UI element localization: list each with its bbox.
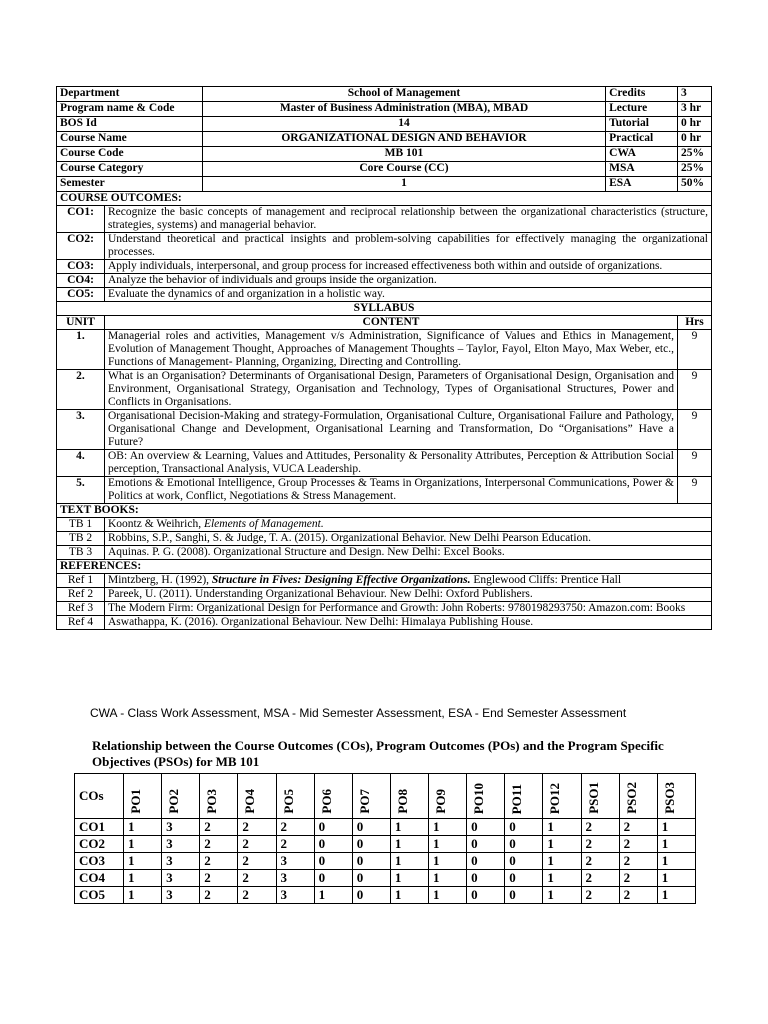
mapping-column-label: PO7 [356, 789, 372, 814]
mapping-value: 0 [314, 836, 352, 853]
mapping-co-label: CO3 [75, 853, 124, 870]
unit-hours: 9 [677, 370, 711, 410]
unit-hours: 9 [677, 330, 711, 370]
mapping-value: 1 [543, 819, 581, 836]
mapping-value: 1 [657, 853, 695, 870]
header-label: Program name & Code [57, 102, 203, 117]
mapping-value: 1 [657, 870, 695, 887]
mapping-column-header [352, 774, 390, 819]
header-value: Master of Business Administration (MBA), MBAD [202, 102, 605, 117]
mapping-column-label: PO3 [204, 789, 220, 814]
textbook-heading-row [57, 504, 712, 518]
unit-number: 2. [57, 370, 105, 410]
outcome-row [57, 260, 712, 274]
unit-content: OB: An overview & Learning, Values and Attitudes, Personality & Personality Attributes, Perception & Attribution Social perception, Transactional Analysis, VUCA Leadership. [104, 450, 677, 477]
unit-number: 1. [57, 330, 105, 370]
mapping-value: 3 [276, 870, 314, 887]
mapping-value: 1 [390, 853, 428, 870]
citation-tail: Englewood Cliffs: Prentice Hall [470, 574, 622, 586]
mapping-column-header [390, 774, 428, 819]
header-row [57, 147, 712, 162]
header-label: Semester [57, 177, 203, 192]
unit-hours: 9 [677, 450, 711, 477]
mapping-value: 0 [352, 870, 390, 887]
mapping-value: 1 [429, 819, 467, 836]
header-value: ORGANIZATIONAL DESIGN AND BEHAVIOR [202, 132, 605, 147]
mapping-value: 2 [619, 870, 657, 887]
mapping-column-header [200, 774, 238, 819]
mapping-value: 1 [429, 836, 467, 853]
mapping-column-label: PO9 [433, 789, 448, 814]
outcome-row [57, 233, 712, 260]
relationship-title: Relationship between the Course Outcomes (COs), Program Outcomes (POs) and the Program Specific Objectives (PSOs) for MB 101 [92, 738, 664, 769]
mapping-column-header [543, 774, 581, 819]
mapping-co-label: CO1 [75, 819, 124, 836]
mapping-value: 2 [200, 853, 238, 870]
unit-hours: 9 [677, 410, 711, 450]
header-row [57, 87, 712, 102]
mapping-value: 3 [162, 870, 200, 887]
mapping-value: 0 [467, 853, 505, 870]
outcome-text: Recognize the basic concepts of management and reciprocal relationship between the organizational characteristics (structure, strategies, systems) and managerial behavior. [104, 206, 711, 233]
citation-emphasis: Structure in Fives: Designing Effective Organizations. [211, 574, 471, 586]
reference-code: Ref 3 [57, 602, 105, 616]
mapping-value: 0 [467, 819, 505, 836]
mapping-value: 2 [200, 836, 238, 853]
course-table [56, 86, 712, 630]
mapping-co-label: CO4 [75, 870, 124, 887]
mapping-value: 3 [276, 887, 314, 904]
textbook-row [57, 518, 712, 532]
unit-content: What is an Organisation? Determinants of Organisational Design, Parameters of Organisational Design, Organisation and Environment, Organisational Strategy, Organisation and Technology, Types of Organisational Structures, Power and Conflicts in Organisations. [104, 370, 677, 410]
syllabus-heading-row [57, 302, 712, 316]
mapping-value: 1 [429, 887, 467, 904]
syllabus-column-row [57, 316, 712, 330]
mapping-value: 2 [581, 870, 619, 887]
mapping-value: 2 [581, 836, 619, 853]
mapping-column-header [467, 774, 505, 819]
header-meta-value: 0 hr [677, 117, 711, 132]
mapping-value: 0 [314, 819, 352, 836]
mapping-column-label: PO1 [128, 789, 143, 814]
mapping-column-header [429, 774, 467, 819]
unit-content: Managerial roles and activities, Management v/s Administration, Significance of Values and Ethics in Management, Evolution of Management Thought, Approaches of Management Thoughts – Taylor, Fayol, Elton Mayo, Max Weber, etc., Functions of Management- Planning, Organizing, Directing and Controlling. [104, 330, 677, 370]
mapping-column-header [162, 774, 200, 819]
mapping-value: 1 [429, 853, 467, 870]
mapping-value: 0 [352, 853, 390, 870]
mapping-value: 2 [619, 887, 657, 904]
mapping-row [75, 853, 696, 870]
mapping-value: 2 [619, 836, 657, 853]
course-table-body [57, 87, 712, 630]
mapping-value: 0 [314, 853, 352, 870]
mapping-value: 2 [238, 836, 276, 853]
header-row [57, 117, 712, 132]
mapping-value: 0 [352, 887, 390, 904]
mapping-value: 2 [238, 887, 276, 904]
mapping-value: 2 [581, 819, 619, 836]
citation-text: Pareek, U. (2011). Understanding Organizational Behaviour. New Delhi: Oxford Publishers. [107, 588, 533, 600]
header-value: 1 [202, 177, 605, 192]
hrs-column-header: Hrs [677, 316, 711, 330]
mapping-value: 1 [390, 836, 428, 853]
reference-code: Ref 1 [57, 574, 105, 588]
mapping-value: 2 [200, 870, 238, 887]
mapping-table-body [75, 774, 696, 904]
textbook-text [104, 532, 711, 546]
header-meta-value: 25% [677, 147, 711, 162]
header-meta-value: 0 hr [677, 132, 711, 147]
header-label: BOS Id [57, 117, 203, 132]
mapping-column-label: PSO2 [623, 782, 639, 814]
mapping-value: 1 [124, 870, 162, 887]
mapping-value: 2 [619, 819, 657, 836]
reference-row [57, 574, 712, 588]
mapping-column-label: PO12 [547, 782, 563, 814]
citation-text: Aswathappa, K. (2016). Organizational Behaviour. New Delhi: Himalaya Publishing House. [107, 616, 534, 628]
textbook-row [57, 546, 712, 560]
reference-row [57, 616, 712, 630]
reference-text [104, 588, 711, 602]
outcome-code: CO4: [57, 274, 105, 288]
textbook-text [104, 546, 711, 560]
citation-text: Mintzberg, H. (1992), [107, 574, 212, 586]
mapping-value: 3 [276, 853, 314, 870]
syllabus-unit-row [57, 410, 712, 450]
outcome-text: Evaluate the dynamics of and organization in a holistic way. [104, 288, 711, 302]
unit-content: Emotions & Emotional Intelligence, Group Processes & Teams in Organizations, Interpersonal Communications, Power & Politics at work, Conflict, Negotiations & Stress Management. [104, 477, 677, 504]
mapping-corner: COs [75, 774, 124, 819]
mapping-value: 2 [276, 819, 314, 836]
reference-code: Ref 2 [57, 588, 105, 602]
syllabus-unit-row [57, 330, 712, 370]
mapping-value: 1 [314, 887, 352, 904]
mapping-value: 2 [238, 870, 276, 887]
mapping-value: 0 [505, 853, 543, 870]
mapping-value: 2 [581, 887, 619, 904]
header-label: Department [57, 87, 203, 102]
citation-text: The Modern Firm: Organizational Design for Performance and Growth: John Roberts: 9780198293750: Amazon.com: Books [107, 602, 686, 614]
mapping-value: 2 [276, 836, 314, 853]
mapping-row [75, 836, 696, 853]
header-row [57, 177, 712, 192]
unit-content: Organisational Decision-Making and strategy-Formulation, Organisational Culture, Organisational Failure and Pathology, Organisational Change and Development, Organisational Learning and Transformation, Do “Organisations” Have a Future? [104, 410, 677, 450]
header-value: Core Course (CC) [202, 162, 605, 177]
mapping-value: 1 [390, 870, 428, 887]
header-meta-label: MSA [606, 162, 678, 177]
textbook-code: TB 3 [57, 546, 105, 560]
outcome-code: CO3: [57, 260, 105, 274]
textbook-row [57, 532, 712, 546]
reference-text [104, 602, 711, 616]
mapping-value: 2 [238, 819, 276, 836]
unit-number: 5. [57, 477, 105, 504]
reference-code: Ref 4 [57, 616, 105, 630]
header-meta-label: Lecture [606, 102, 678, 117]
outcome-row [57, 274, 712, 288]
co-po-mapping-table [74, 773, 696, 904]
mapping-value: 3 [162, 853, 200, 870]
mapping-value: 3 [162, 836, 200, 853]
mapping-value: 1 [543, 870, 581, 887]
unit-hours: 9 [677, 477, 711, 504]
textbook-heading: TEXT BOOKS: [57, 504, 712, 518]
outcome-code: CO1: [57, 206, 105, 233]
mapping-column-label: PO8 [394, 789, 410, 814]
outcome-text: Analyze the behavior of individuals and groups inside the organization. [104, 274, 711, 288]
header-meta-label: CWA [606, 147, 678, 162]
header-row [57, 162, 712, 177]
outcome-row [57, 288, 712, 302]
mapping-column-label: PO4 [242, 789, 258, 814]
mapping-column-label: PSO3 [661, 782, 677, 814]
outcome-text: Apply individuals, interpersonal, and group process for increased effectiveness both within and outside of organizations. [104, 260, 711, 274]
header-value: School of Management [202, 87, 605, 102]
mapping-value: 3 [162, 819, 200, 836]
mapping-value: 1 [543, 887, 581, 904]
header-row [57, 132, 712, 147]
mapping-column-header [505, 774, 543, 819]
header-value: MB 101 [202, 147, 605, 162]
syllabus-heading: SYLLABUS [57, 302, 712, 316]
mapping-value: 1 [543, 836, 581, 853]
mapping-column-header [581, 774, 619, 819]
header-meta-label: Tutorial [606, 117, 678, 132]
mapping-value: 0 [505, 836, 543, 853]
header-meta-value: 3 [677, 87, 711, 102]
mapping-column-header [314, 774, 352, 819]
mapping-value: 0 [505, 887, 543, 904]
mapping-column-label: PO2 [166, 789, 182, 814]
mapping-value: 0 [352, 819, 390, 836]
content-column-header: CONTENT [104, 316, 677, 330]
mapping-value: 1 [124, 819, 162, 836]
outcomes-heading-row [57, 192, 712, 206]
citation-emphasis: Elements of Management. [203, 518, 324, 530]
mapping-value: 0 [352, 836, 390, 853]
header-meta-value: 25% [677, 162, 711, 177]
header-meta-label: Credits [606, 87, 678, 102]
header-label: Course Category [57, 162, 203, 177]
reference-row [57, 602, 712, 616]
mapping-value: 1 [657, 887, 695, 904]
citation-text: Robbins, S.P., Sanghi, S. & Judge, T. A. (2015). Organizational Behavior. New Delhi Pearson Education. [107, 532, 591, 544]
reference-text [104, 574, 711, 588]
reference-text [104, 616, 711, 630]
mapping-value: 1 [543, 853, 581, 870]
reference-heading-row [57, 560, 712, 574]
mapping-value: 1 [390, 887, 428, 904]
mapping-value: 1 [124, 853, 162, 870]
mapping-column-header [619, 774, 657, 819]
mapping-co-label: CO2 [75, 836, 124, 853]
header-value: 14 [202, 117, 605, 132]
textbook-text [104, 518, 711, 532]
header-meta-label: Practical [606, 132, 678, 147]
mapping-column-label: PO10 [471, 782, 487, 814]
outcome-row [57, 206, 712, 233]
unit-number: 4. [57, 450, 105, 477]
mapping-value: 1 [657, 819, 695, 836]
mapping-column-label: PO11 [509, 783, 525, 814]
mapping-column-label: PO6 [318, 789, 334, 814]
mapping-value: 2 [581, 853, 619, 870]
mapping-value: 0 [505, 819, 543, 836]
unit-number: 3. [57, 410, 105, 450]
citation-text: Aquinas. P. G. (2008). Organizational Structure and Design. New Delhi: Excel Books. [107, 546, 505, 558]
mapping-value: 0 [505, 870, 543, 887]
mapping-column-header [124, 774, 162, 819]
header-row [57, 102, 712, 117]
mapping-column-label: PSO1 [585, 782, 601, 814]
mapping-value: 1 [124, 836, 162, 853]
mapping-column-label: PO5 [280, 789, 296, 814]
syllabus-unit-row [57, 370, 712, 410]
textbook-code: TB 2 [57, 532, 105, 546]
mapping-value: 1 [124, 887, 162, 904]
header-label: Course Name [57, 132, 203, 147]
outcomes-heading: COURSE OUTCOMES: [57, 192, 712, 206]
mapping-value: 1 [657, 836, 695, 853]
reference-heading: REFERENCES: [57, 560, 712, 574]
mapping-value: 0 [467, 836, 505, 853]
mapping-column-header [657, 774, 695, 819]
mapping-header-row [75, 774, 696, 819]
mapping-value: 1 [390, 819, 428, 836]
outcome-code: CO2: [57, 233, 105, 260]
syllabus-unit-row [57, 477, 712, 504]
mapping-co-label: CO5 [75, 887, 124, 904]
mapping-value: 0 [467, 887, 505, 904]
outcome-code: CO5: [57, 288, 105, 302]
mapping-column-header [276, 774, 314, 819]
header-meta-value: 3 hr [677, 102, 711, 117]
citation-text: Koontz & Weihrich, [107, 518, 204, 530]
mapping-row [75, 887, 696, 904]
assessment-legend: CWA - Class Work Assessment, MSA - Mid Semester Assessment, ESA - End Semester Assessment [90, 706, 627, 720]
mapping-row [75, 870, 696, 887]
header-meta-value: 50% [677, 177, 711, 192]
header-meta-label: ESA [606, 177, 678, 192]
mapping-value: 2 [200, 887, 238, 904]
mapping-column-header [238, 774, 276, 819]
mapping-row [75, 819, 696, 836]
mapping-value: 1 [429, 870, 467, 887]
textbook-code: TB 1 [57, 518, 105, 532]
mapping-value: 2 [619, 853, 657, 870]
header-label: Course Code [57, 147, 203, 162]
outcome-text: Understand theoretical and practical insights and problem-solving capabilities for effectively managing the organizational processes. [104, 233, 711, 260]
mapping-value: 3 [162, 887, 200, 904]
mapping-value: 2 [200, 819, 238, 836]
mapping-value: 0 [467, 870, 505, 887]
reference-row [57, 588, 712, 602]
syllabus-unit-row [57, 450, 712, 477]
mapping-value: 0 [314, 870, 352, 887]
unit-column-header: UNIT [57, 316, 105, 330]
mapping-value: 2 [238, 853, 276, 870]
